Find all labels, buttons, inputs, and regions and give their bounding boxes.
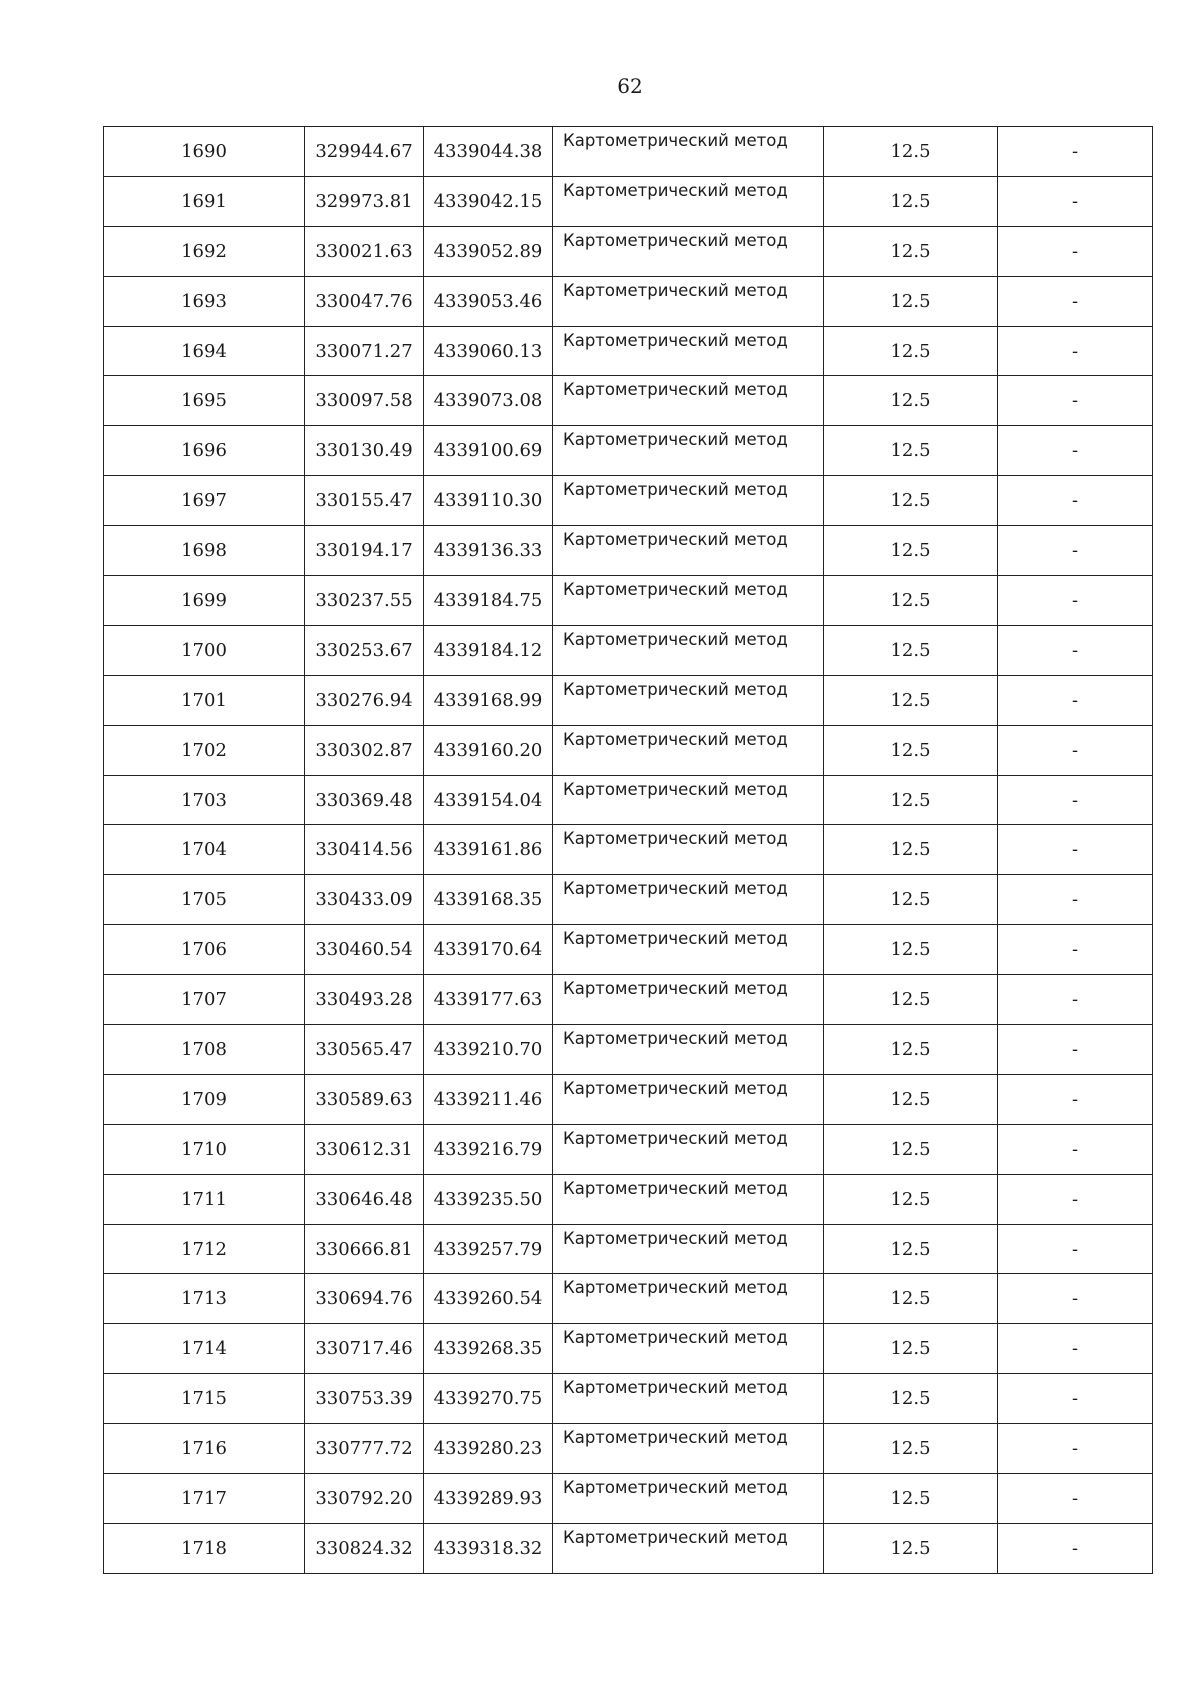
x-coordinate-cell: 330717.46 [305,1324,424,1374]
point-number-cell: 1711 [104,1174,305,1224]
table-row [104,975,1153,1025]
method-cell: Картометрический метод [553,1424,824,1474]
note-cell: - [998,1324,1153,1374]
accuracy-cell: 12.5 [824,1074,998,1124]
point-number-cell: 1691 [104,176,305,226]
point-number-cell: 1695 [104,376,305,426]
note-cell: - [998,1474,1153,1524]
table-body [104,127,1153,1574]
note-cell: - [998,925,1153,975]
point-number-cell: 1713 [104,1274,305,1324]
x-coordinate-cell: 330071.27 [305,326,424,376]
table-row [104,625,1153,675]
method-cell: Картометрический метод [553,1523,824,1573]
x-coordinate-cell: 330646.48 [305,1174,424,1224]
table-row [104,1025,1153,1075]
point-number-cell: 1696 [104,426,305,476]
note-cell: - [998,426,1153,476]
x-coordinate-cell: 330253.67 [305,625,424,675]
method-cell: Картометрический метод [553,1074,824,1124]
y-coordinate-cell: 4339044.38 [424,127,553,177]
table-row [104,476,1153,526]
accuracy-cell: 12.5 [824,376,998,426]
y-coordinate-cell: 4339110.30 [424,476,553,526]
point-number-cell: 1714 [104,1324,305,1374]
accuracy-cell: 12.5 [824,1474,998,1524]
x-coordinate-cell: 330824.32 [305,1523,424,1573]
accuracy-cell: 12.5 [824,925,998,975]
table-row [104,1274,1153,1324]
method-cell: Картометрический метод [553,925,824,975]
y-coordinate-cell: 4339184.12 [424,625,553,675]
x-coordinate-cell: 330433.09 [305,875,424,925]
table-row [104,526,1153,576]
note-cell: - [998,376,1153,426]
table-row [104,1424,1153,1474]
method-cell: Картометрический метод [553,426,824,476]
y-coordinate-cell: 4339168.35 [424,875,553,925]
method-cell: Картометрический метод [553,276,824,326]
note-cell: - [998,276,1153,326]
y-coordinate-cell: 4339053.46 [424,276,553,326]
accuracy-cell: 12.5 [824,875,998,925]
x-coordinate-cell: 329973.81 [305,176,424,226]
method-cell: Картометрический метод [553,326,824,376]
point-number-cell: 1700 [104,625,305,675]
table-row [104,1474,1153,1524]
method-cell: Картометрический метод [553,1025,824,1075]
point-number-cell: 1699 [104,576,305,626]
y-coordinate-cell: 4339161.86 [424,825,553,875]
table-row [104,925,1153,975]
point-number-cell: 1698 [104,526,305,576]
x-coordinate-cell: 330612.31 [305,1124,424,1174]
method-cell: Картометрический метод [553,176,824,226]
note-cell: - [998,176,1153,226]
y-coordinate-cell: 4339168.99 [424,675,553,725]
y-coordinate-cell: 4339184.75 [424,576,553,626]
point-number-cell: 1697 [104,476,305,526]
point-number-cell: 1690 [104,127,305,177]
method-cell: Картометрический метод [553,376,824,426]
accuracy-cell: 12.5 [824,1424,998,1474]
note-cell: - [998,1274,1153,1324]
table-row [104,127,1153,177]
accuracy-cell: 12.5 [824,675,998,725]
x-coordinate-cell: 330302.87 [305,725,424,775]
accuracy-cell: 12.5 [824,725,998,775]
table-row [104,1124,1153,1174]
method-cell: Картометрический метод [553,1274,824,1324]
method-cell: Картометрический метод [553,975,824,1025]
y-coordinate-cell: 4339260.54 [424,1274,553,1324]
accuracy-cell: 12.5 [824,825,998,875]
accuracy-cell: 12.5 [824,176,998,226]
point-number-cell: 1706 [104,925,305,975]
table-row [104,1523,1153,1573]
method-cell: Картометрический метод [553,725,824,775]
accuracy-cell: 12.5 [824,1324,998,1374]
y-coordinate-cell: 4339210.70 [424,1025,553,1075]
point-number-cell: 1702 [104,725,305,775]
table-row [104,1324,1153,1374]
y-coordinate-cell: 4339270.75 [424,1374,553,1424]
table-row [104,226,1153,276]
note-cell: - [998,1424,1153,1474]
x-coordinate-cell: 330021.63 [305,226,424,276]
y-coordinate-cell: 4339268.35 [424,1324,553,1374]
y-coordinate-cell: 4339289.93 [424,1474,553,1524]
accuracy-cell: 12.5 [824,426,998,476]
table-row [104,276,1153,326]
x-coordinate-cell: 330589.63 [305,1074,424,1124]
accuracy-cell: 12.5 [824,1025,998,1075]
note-cell: - [998,825,1153,875]
point-number-cell: 1709 [104,1074,305,1124]
point-number-cell: 1705 [104,875,305,925]
x-coordinate-cell: 329944.67 [305,127,424,177]
table-row [104,1224,1153,1274]
method-cell: Картометрический метод [553,526,824,576]
y-coordinate-cell: 4339318.32 [424,1523,553,1573]
note-cell: - [998,127,1153,177]
y-coordinate-cell: 4339235.50 [424,1174,553,1224]
table-row [104,576,1153,626]
note-cell: - [998,975,1153,1025]
x-coordinate-cell: 330460.54 [305,925,424,975]
x-coordinate-cell: 330276.94 [305,675,424,725]
point-number-cell: 1701 [104,675,305,725]
point-number-cell: 1717 [104,1474,305,1524]
table-row [104,875,1153,925]
note-cell: - [998,1124,1153,1174]
y-coordinate-cell: 4339177.63 [424,975,553,1025]
note-cell: - [998,1224,1153,1274]
note-cell: - [998,1074,1153,1124]
accuracy-cell: 12.5 [824,1124,998,1174]
point-number-cell: 1715 [104,1374,305,1424]
point-number-cell: 1703 [104,775,305,825]
x-coordinate-cell: 330097.58 [305,376,424,426]
method-cell: Картометрический метод [553,1474,824,1524]
note-cell: - [998,1523,1153,1573]
x-coordinate-cell: 330792.20 [305,1474,424,1524]
x-coordinate-cell: 330369.48 [305,775,424,825]
table-row [104,176,1153,226]
note-cell: - [998,1025,1153,1075]
table-row [104,675,1153,725]
method-cell: Картометрический метод [553,127,824,177]
point-number-cell: 1693 [104,276,305,326]
method-cell: Картометрический метод [553,875,824,925]
x-coordinate-cell: 330666.81 [305,1224,424,1274]
note-cell: - [998,625,1153,675]
y-coordinate-cell: 4339154.04 [424,775,553,825]
method-cell: Картометрический метод [553,576,824,626]
page-number: 62 [617,74,643,98]
x-coordinate-cell: 330047.76 [305,276,424,326]
note-cell: - [998,1174,1153,1224]
accuracy-cell: 12.5 [824,226,998,276]
table-row [104,775,1153,825]
accuracy-cell: 12.5 [824,326,998,376]
note-cell: - [998,875,1153,925]
method-cell: Картометрический метод [553,476,824,526]
point-number-cell: 1708 [104,1025,305,1075]
x-coordinate-cell: 330155.47 [305,476,424,526]
table-row [104,825,1153,875]
method-cell: Картометрический метод [553,775,824,825]
coordinates-table [103,126,1153,1574]
note-cell: - [998,476,1153,526]
x-coordinate-cell: 330130.49 [305,426,424,476]
method-cell: Картометрический метод [553,625,824,675]
accuracy-cell: 12.5 [824,1274,998,1324]
point-number-cell: 1694 [104,326,305,376]
x-coordinate-cell: 330777.72 [305,1424,424,1474]
y-coordinate-cell: 4339211.46 [424,1074,553,1124]
point-number-cell: 1692 [104,226,305,276]
table-row [104,1374,1153,1424]
point-number-cell: 1712 [104,1224,305,1274]
x-coordinate-cell: 330237.55 [305,576,424,626]
method-cell: Картометрический метод [553,1324,824,1374]
y-coordinate-cell: 4339170.64 [424,925,553,975]
method-cell: Картометрический метод [553,1174,824,1224]
note-cell: - [998,226,1153,276]
x-coordinate-cell: 330493.28 [305,975,424,1025]
x-coordinate-cell: 330194.17 [305,526,424,576]
y-coordinate-cell: 4339100.69 [424,426,553,476]
point-number-cell: 1718 [104,1523,305,1573]
y-coordinate-cell: 4339136.33 [424,526,553,576]
accuracy-cell: 12.5 [824,1374,998,1424]
note-cell: - [998,775,1153,825]
method-cell: Картометрический метод [553,1374,824,1424]
accuracy-cell: 12.5 [824,775,998,825]
note-cell: - [998,725,1153,775]
method-cell: Картометрический метод [553,825,824,875]
accuracy-cell: 12.5 [824,1523,998,1573]
y-coordinate-cell: 4339280.23 [424,1424,553,1474]
note-cell: - [998,675,1153,725]
table-row [104,1174,1153,1224]
y-coordinate-cell: 4339060.13 [424,326,553,376]
accuracy-cell: 12.5 [824,127,998,177]
table-row [104,326,1153,376]
note-cell: - [998,1374,1153,1424]
table-row [104,376,1153,426]
accuracy-cell: 12.5 [824,526,998,576]
x-coordinate-cell: 330565.47 [305,1025,424,1075]
y-coordinate-cell: 4339073.08 [424,376,553,426]
table-row [104,1074,1153,1124]
method-cell: Картометрический метод [553,1124,824,1174]
accuracy-cell: 12.5 [824,625,998,675]
point-number-cell: 1707 [104,975,305,1025]
x-coordinate-cell: 330694.76 [305,1274,424,1324]
y-coordinate-cell: 4339160.20 [424,725,553,775]
accuracy-cell: 12.5 [824,576,998,626]
table-row [104,426,1153,476]
accuracy-cell: 12.5 [824,975,998,1025]
point-number-cell: 1710 [104,1124,305,1174]
note-cell: - [998,326,1153,376]
accuracy-cell: 12.5 [824,1174,998,1224]
point-number-cell: 1704 [104,825,305,875]
y-coordinate-cell: 4339052.89 [424,226,553,276]
method-cell: Картометрический метод [553,675,824,725]
x-coordinate-cell: 330753.39 [305,1374,424,1424]
method-cell: Картометрический метод [553,1224,824,1274]
y-coordinate-cell: 4339042.15 [424,176,553,226]
accuracy-cell: 12.5 [824,276,998,326]
x-coordinate-cell: 330414.56 [305,825,424,875]
note-cell: - [998,526,1153,576]
table-row [104,725,1153,775]
note-cell: - [998,576,1153,626]
y-coordinate-cell: 4339216.79 [424,1124,553,1174]
method-cell: Картометрический метод [553,226,824,276]
accuracy-cell: 12.5 [824,1224,998,1274]
y-coordinate-cell: 4339257.79 [424,1224,553,1274]
accuracy-cell: 12.5 [824,476,998,526]
point-number-cell: 1716 [104,1424,305,1474]
